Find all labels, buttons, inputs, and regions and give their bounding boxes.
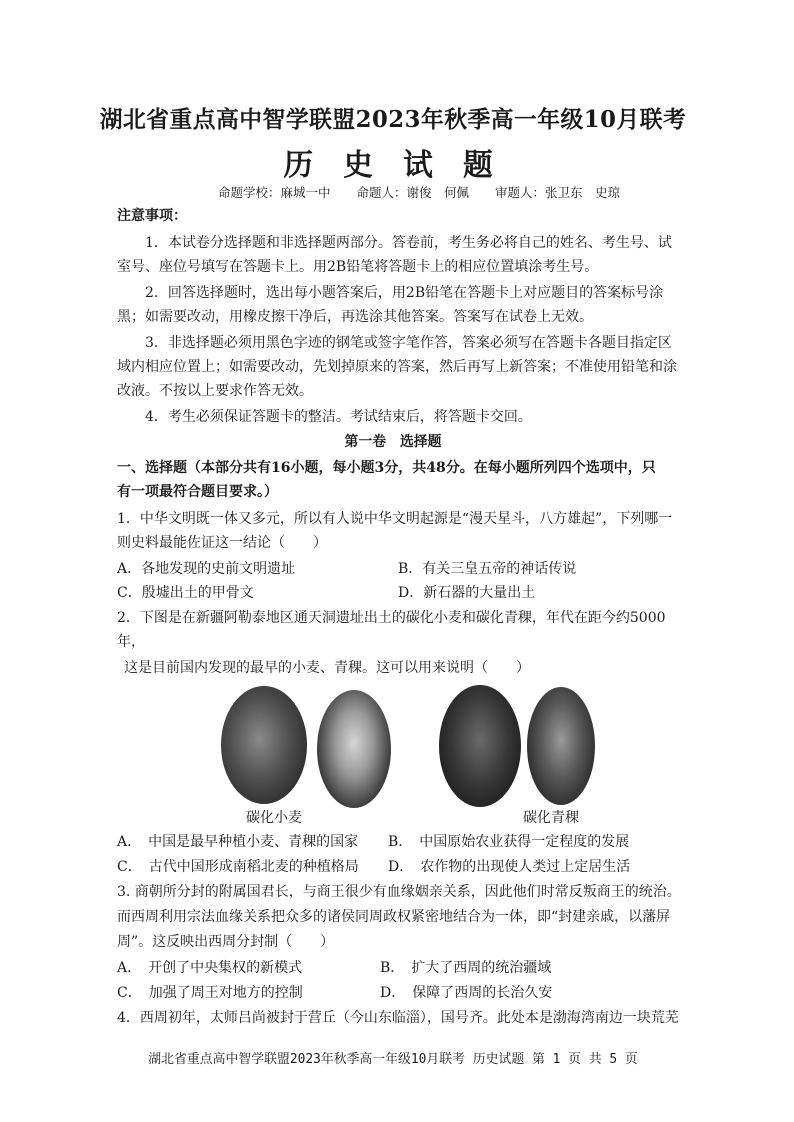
notice-1-line-2: 室号、座位号填写在答题卡上。用2B铅笔将答题卡上的相应位置填涂考生号。	[117, 259, 599, 275]
notice-3-line-2: 域内相应位置上；如需要改动，先划掉原来的答案，然后再写上新答案；不准使用铅笔和涂	[117, 359, 677, 375]
exam-title: 湖北省重点高中智学联盟2023年秋季高一年级10月联考	[99, 106, 687, 133]
q3-option-b: B． 扩大了西周的统治疆域	[380, 960, 552, 976]
notice-4-line-1: 4．考生必须保证答题卡的整洁。考试结束后，将答题卡交回。	[145, 409, 532, 425]
q1-option-b: B．有关三皇五帝的神话传说	[398, 561, 577, 577]
q2-stem-line-1: 2．下图是在新疆阿勒泰地区通天洞遗址出土的碳化小麦和碳化青稞，年代在距今约5000	[117, 610, 666, 626]
q1-option-c: C．殷墟出土的甲骨文	[117, 585, 254, 601]
caption-carbonized-wheat: 碳化小麦	[246, 810, 302, 826]
q3-option-d: D． 保障了西周的长治久安	[380, 985, 553, 1001]
q3-stem-line-1: 3. 商朝所分封的附属国君长，与商王很少有血缘姻亲关系，因此他们时常反叛商王的统治。	[117, 884, 681, 900]
caption-carbonized-barley: 碳化青稞	[523, 810, 579, 826]
notice-3-line-3: 改液。不按以上要求作答无效。	[117, 383, 313, 399]
exam-subject: 历 史 试 题	[283, 148, 503, 183]
q4-stem-line-1: 4．西周初年，太师吕尚被封于营丘（今山东临淄），国号齐。此处本是渤海湾南边一块荒芜	[117, 1010, 679, 1026]
q1-option-a: A．各地发现的史前文明遗址	[117, 561, 296, 577]
question-setters: 命题人：谢俊 何佩	[356, 185, 470, 200]
page-footer: 湖北省重点高中智学联盟2023年秋季高一年级10月联考 历史试题 第 1 页 共 5 页	[148, 1052, 638, 1067]
section-heading-line-1: 一、选择题（本部分共有16小题，每小题3分，共48分。在每小题所列四个选项中，只	[117, 460, 656, 476]
author-line	[218, 183, 642, 201]
carbonized-wheat-grain-2	[317, 690, 391, 808]
section-heading-line-2: 有一项最符合题目要求。）	[117, 484, 278, 500]
notice-1-line-1: 1．本试卷分选择题和非选择题两部分。答卷前，考生务必将自己的姓名、考生号、试	[145, 235, 672, 251]
q2-option-d: D． 农作物的出现使人类过上定居生活	[388, 859, 631, 875]
q2-option-a: A． 中国是最早种植小麦、青稞的国家	[117, 834, 359, 850]
q1-stem-line-1: 1．中华文明既一体又多元，所以有人说中华文明起源是“漫天星斗，八方雄起”，下列哪一	[117, 511, 673, 527]
reviewers: 审题人：张卫东 史琼	[495, 185, 621, 200]
q2-option-b: B． 中国原始农业获得一定程度的发展	[388, 834, 630, 850]
setting-school: 命题学校：麻城一中	[218, 185, 331, 200]
q3-option-a: A． 开创了中央集权的新模式	[117, 960, 303, 976]
q1-option-d: D．新石器的大量出土	[398, 585, 536, 601]
carbonized-wheat-grain-1	[221, 686, 307, 804]
notice-heading: 注意事项：	[117, 208, 187, 224]
section-title: 第一卷 选择题	[344, 434, 442, 450]
notice-3-line-1: 3．非选择题必须用黑色字迹的钢笔或签字笔作答，答案必须写在答题卡各题目指定区	[145, 335, 672, 351]
q2-stem-line-3: 这是目前国内发现的最早的小麦、青稞。这可以用来说明（ ）	[124, 660, 530, 676]
carbonized-barley-grain-1	[439, 685, 521, 807]
q2-option-c: C． 古代中国形成南稻北麦的种植格局	[117, 859, 359, 875]
carbonized-barley-grain-2	[527, 687, 595, 805]
q2-stem-line-2: 年，	[117, 634, 145, 650]
q3-option-c: C． 加强了周王对地方的控制	[117, 985, 303, 1001]
q3-stem-line-3: 周”。这反映出西周分封制（ ）	[117, 934, 335, 950]
notice-2-line-2: 黑；如需要改动，用橡皮擦干净后，再选涂其他答案。答案写在试卷上无效。	[117, 309, 593, 325]
q3-stem-line-2: 而西周利用宗法血缘关系把众多的诸侯同周政权紧密地结合为一体，即“封建亲戚，以藩屏	[117, 909, 671, 925]
q1-stem-line-2: 则史料最能佐证这一结论（ ）	[117, 535, 327, 551]
notice-2-line-1: 2．回答选择题时，选出每小题答案后，用2B铅笔在答题卡上对应题目的答案标号涂	[145, 285, 664, 301]
